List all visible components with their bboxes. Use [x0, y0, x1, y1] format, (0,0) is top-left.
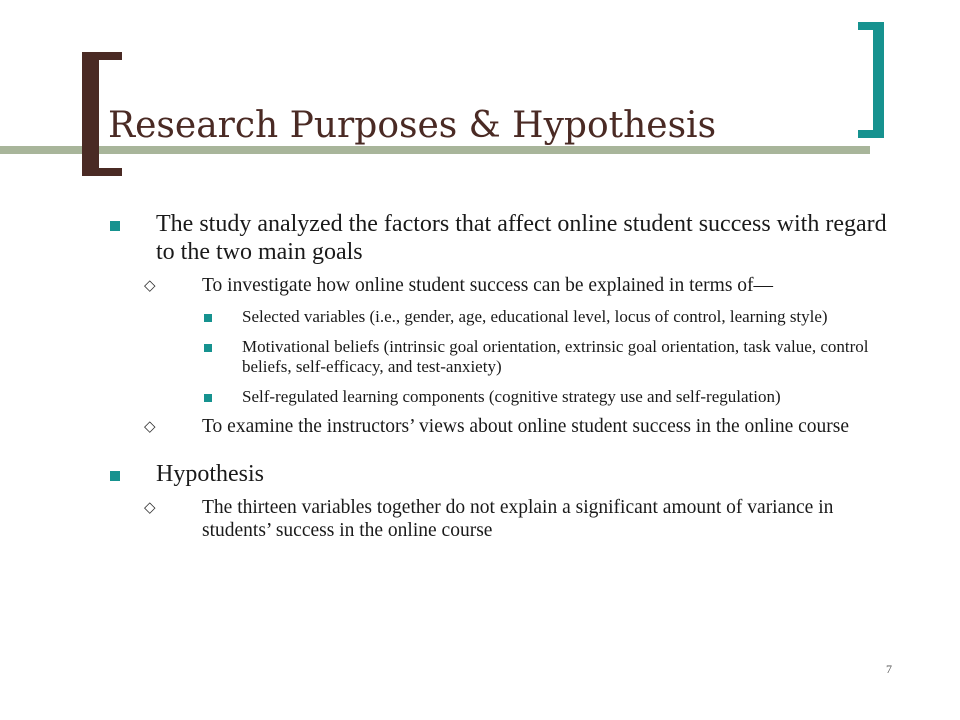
square-bullet-icon — [204, 344, 212, 352]
bullet-hypothesis — [110, 460, 900, 488]
bullet-text: The study analyzed the factors that affect online student success with regard to the two main goals — [156, 211, 887, 265]
slide-content — [110, 210, 900, 542]
sub-sub-bullet-self-regulated — [202, 387, 900, 407]
left-bracket-top — [82, 52, 122, 60]
sub-bullet-hypothesis-statement — [144, 496, 900, 542]
sub-sub-bullet-text: Self-regulated learning components (cognitive strategy use and self-regulation) — [242, 387, 781, 406]
sub-sub-bullet-motivational-beliefs — [202, 337, 900, 377]
right-bracket-top — [858, 22, 884, 30]
sub-bullet-text: To investigate how online student success can be explained in terms of— — [202, 275, 774, 296]
right-bracket-bottom — [858, 130, 884, 138]
sub-sub-bullet-text: Selected variables (i.e., gender, age, educational level, locus of control, learning style) — [242, 307, 828, 326]
diamond-bullet-icon: ◇ — [144, 498, 156, 516]
square-bullet-icon — [110, 471, 120, 481]
square-bullet-icon — [204, 314, 212, 322]
bullet-study-goals — [110, 210, 900, 266]
sub-sub-bullet-selected-variables — [202, 307, 900, 327]
sub-bullet-text: The thirteen variables together do not explain a significant amount of variance in students’ success in the online course — [202, 497, 834, 541]
left-bracket-bottom — [82, 168, 122, 176]
sub-bullet-text: To examine the instructors’ views about online student success in the online course — [202, 416, 850, 437]
sub-bullet-investigate — [144, 274, 900, 297]
page-number: 7 — [886, 662, 892, 676]
slide-title: Research Purposes & Hypothesis — [108, 105, 717, 146]
left-bracket-decoration — [82, 52, 99, 176]
bullet-text: Hypothesis — [156, 461, 264, 487]
right-bracket-decoration — [873, 22, 884, 138]
diamond-bullet-icon: ◇ — [144, 417, 156, 435]
square-bullet-icon — [204, 394, 212, 402]
diamond-bullet-icon: ◇ — [144, 276, 156, 294]
sub-sub-bullet-text: Motivational beliefs (intrinsic goal orientation, extrinsic goal orientation, task value, control beliefs, self-efficacy, and test-anxiety) — [242, 337, 869, 376]
sub-bullet-instructors-views — [144, 415, 900, 438]
square-bullet-icon — [110, 221, 120, 231]
